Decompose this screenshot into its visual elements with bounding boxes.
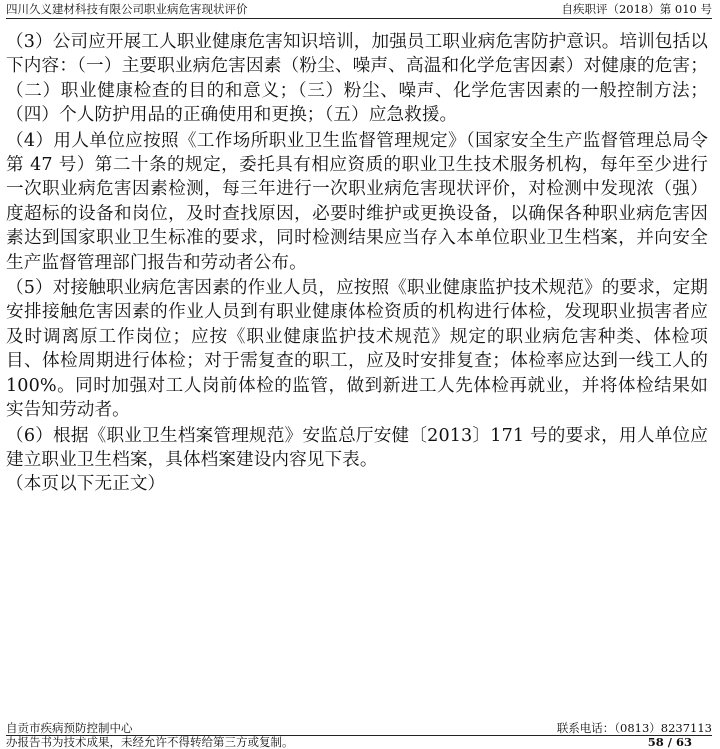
header-company-title: 四川久义建材科技有限公司职业病危害现状评价	[6, 2, 248, 16]
footer-organization: 自贡市疾病预防控制中心	[6, 721, 133, 735]
end-of-text-note: （本页以下无正文）	[6, 474, 166, 495]
paragraph-health-check: （5）对接触职业病危害因素的作业人员，应按照《职业健康监护技术规范》的要求，定期安排接触危害因素的作业人员到有职业健康体检资质的机构进行体检，发现职业损害者应及时调离原工作岗位；应按《职业健康监护技术规范》规定的职业病危害种类、体检项目、体检周期进行体检；对于需复查的职工，应及时安排复查；体检率应达到一线工人的 100%。同时加强对工人岗前体检的监管，做到新进工人先体检再就业，并将体检结果如实告知劳动者。	[6, 278, 708, 421]
header-report-number: 自疾职评（2018）第 010 号	[561, 2, 712, 16]
paragraph-archives: （6）根据《职业卫生档案管理规范》安监总厅安健〔2013〕171 号的要求，用人单位应建立职业卫生档案，具体档案建设内容见下表。	[6, 425, 708, 470]
paragraph-monitoring: （4）用人单位应按照《工作场所职业卫生监督管理规定》（国家安全生产监督管理总局令第 47 号）第二十条的规定，委托具有相应资质的职业卫生技术服务机构，每年至少进行一次职业病危害因素检测，每三年进行一次职业病危害现状评价，对检测中发现浓（强）度超标的设备和岗位，及时查找原因，必要时维护或更换设备，以确保各种职业病危害因素达到国家职业卫生标准的要求，同时检测结果应当存入本单位职业卫生档案，并向安全生产监督管理部门报告和劳动者公布。	[6, 130, 708, 273]
page-header	[6, 0, 712, 19]
paragraph-training: （3）公司应开展工人职业健康危害知识培训，加强员工职业病危害防护意识。培训包括以下内容：（一）主要职业病危害因素（粉尘、噪声、高温和化学危害因素）对健康的危害；（二）职业健康检查的目的和意义；（三）粉尘、噪声、化学危害因素的一般控制方法；（四）个人防护用品的正确使用和更换；（五）应急救援。	[6, 32, 708, 126]
footer-copyright-notice: 办报告书为技术成果，未经允许不得转给第三方或复制。	[6, 735, 294, 749]
document-body	[6, 30, 708, 497]
page-number: 58 / 63	[647, 735, 692, 749]
footer-phone: 联系电话：（0813）8237113	[556, 721, 712, 735]
